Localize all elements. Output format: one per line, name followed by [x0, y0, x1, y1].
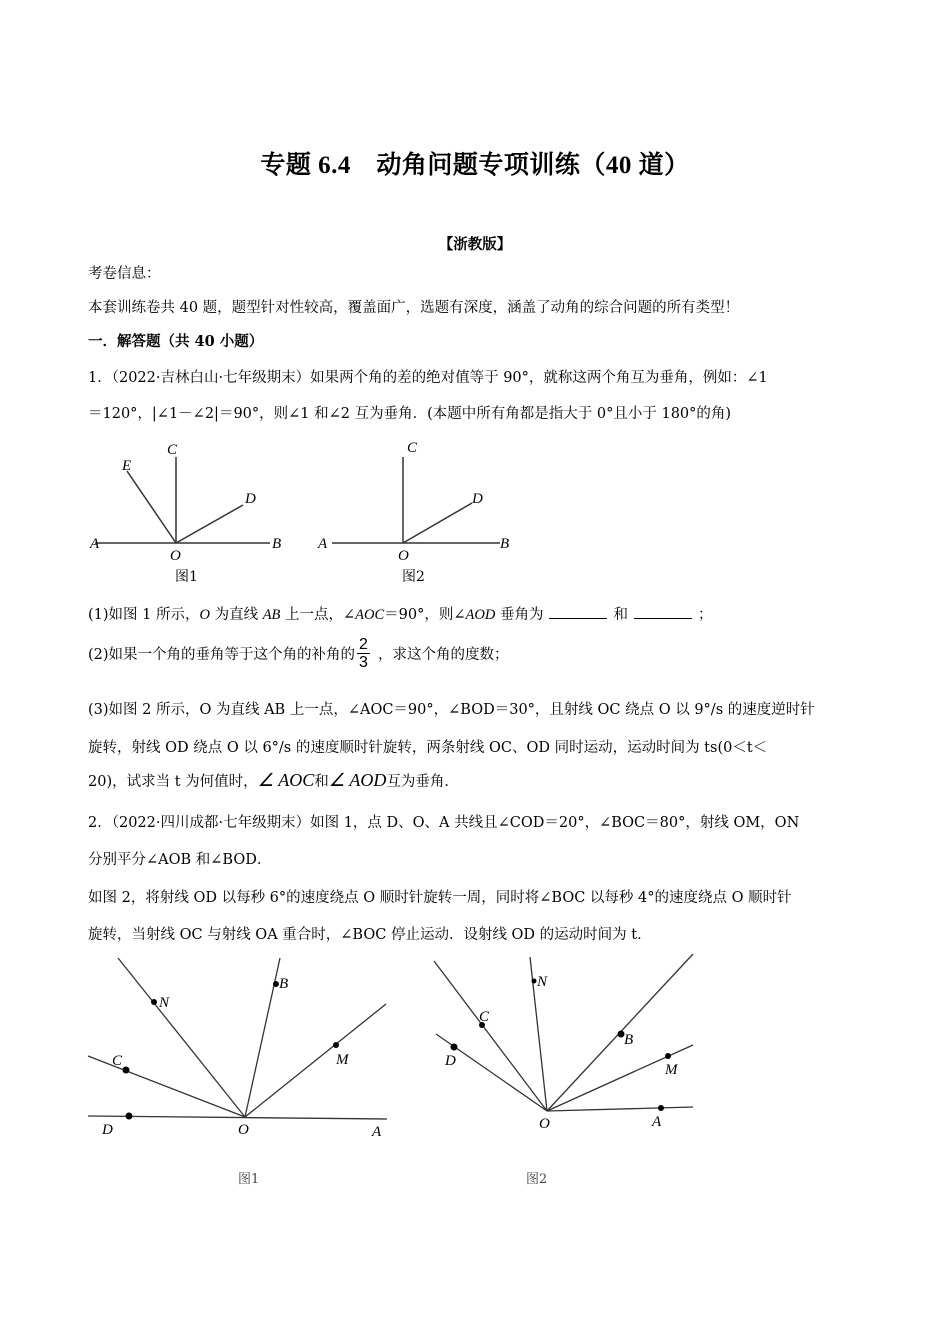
- label-E: E: [122, 458, 132, 474]
- q2-figure-1: [80, 950, 400, 1150]
- q1-part2: (2)如果一个角的垂角等于这个角的补角的 $\frac{2}{3}$ ，求这个角的度数；: [88, 636, 509, 671]
- label-N: N: [537, 974, 548, 990]
- label-M: M: [336, 1052, 349, 1068]
- fraction-two-thirds: $\frac{2}{3}$: [359, 636, 368, 671]
- answer-blank-2[interactable]: [634, 606, 692, 619]
- q2-line1: 2．（2022·四川成都·七年级期末）如图 1，点 D、O、A 共线且∠COD＝20°，∠BOC＝80°，射线 OM，ON: [88, 815, 800, 831]
- label-O: O: [539, 1116, 550, 1132]
- info-label: 考卷信息：: [88, 266, 161, 282]
- label-A: A: [652, 1114, 662, 1130]
- page-title: 专题 6.4 动角问题专项训练（40 道）: [260, 152, 690, 179]
- answer-blank-1[interactable]: [549, 606, 607, 619]
- label-A: A: [372, 1124, 382, 1140]
- label-M: M: [665, 1062, 678, 1078]
- label-B: B: [624, 1032, 634, 1048]
- label-O: O: [398, 548, 409, 564]
- label-O: O: [238, 1122, 249, 1138]
- q2-fig2-caption: 图2: [526, 1172, 548, 1187]
- q1-fig2-caption: 图2: [402, 569, 425, 585]
- q1-part1: (1)如图 1 所示，O 为直线 AB 上一点，∠AOC＝90°，则∠AOD 垂角为 和 ；: [88, 607, 713, 623]
- q2-figure-2: [420, 950, 710, 1150]
- info-text: 本套训练卷共 40 题，题型针对性较高，覆盖面广，选题有深度，涵盖了动角的综合问题的所有类型！: [88, 300, 740, 316]
- q2-line2: 分别平分∠AOB 和∠BOD．: [88, 852, 272, 868]
- label-C: C: [167, 442, 178, 458]
- edition-label: 【浙教版】: [438, 236, 512, 253]
- q2-fig1-caption: 图1: [238, 1172, 260, 1187]
- label-A: A: [90, 536, 100, 552]
- section-heading: 一．解答题（共 40 小题）: [88, 333, 264, 350]
- label-C: C: [407, 440, 418, 456]
- label-B: B: [272, 536, 282, 552]
- q1-line1: 1．（2022·吉林白山·七年级期末）如果两个角的差的绝对值等于 90°，就称这两个角互为垂角，例如：∠1: [88, 370, 768, 386]
- label-C: C: [479, 1009, 490, 1025]
- label-B: B: [500, 536, 510, 552]
- label-C: C: [112, 1053, 123, 1069]
- q1-figure-2: [312, 435, 522, 585]
- label-O: O: [170, 548, 181, 564]
- label-B: B: [279, 976, 289, 992]
- q1-part3-line2: 旋转，射线 OD 绕点 O 以 6°/s 的速度顺时针旋转，两条射线 OC、OD 同时运动，运动时间为 ts(0＜t＜: [88, 740, 768, 756]
- label-D: D: [245, 491, 256, 507]
- q2-line4: 旋转，当射线 OC 与射线 OA 重合时，∠BOC 停止运动．设射线 OD 的运动时间为 t．: [88, 927, 652, 943]
- q1-part3-line1: (3)如图 2 所示，O 为直线 AB 上一点，∠AOC＝90°，∠BOD＝30°，且射线 OC 绕点 O 以 9°/s 的速度逆时针: [88, 702, 815, 718]
- label-D: D: [472, 491, 483, 507]
- label-D: D: [445, 1053, 456, 1069]
- q1-fig1-caption: 图1: [175, 569, 198, 585]
- q1-part3-line3: 20)，试求当 t 为何值时，∠ AOC和∠ AOD互为垂角．: [88, 770, 459, 790]
- q1-figure-1: [85, 435, 295, 585]
- q1-line2: ＝120°，|∠1－∠2|＝90°，则∠1 和∠2 互为垂角．(本题中所有角都是指大于 0°且小于 180°的角): [88, 406, 732, 422]
- label-D: D: [102, 1122, 113, 1138]
- label-A: A: [318, 536, 328, 552]
- q2-line3: 如图 2，将射线 OD 以每秒 6°的速度绕点 O 顺时针旋转一周，同时将∠BOC 以每秒 4°的速度绕点 O 顺时针: [88, 890, 792, 906]
- label-N: N: [159, 995, 170, 1011]
